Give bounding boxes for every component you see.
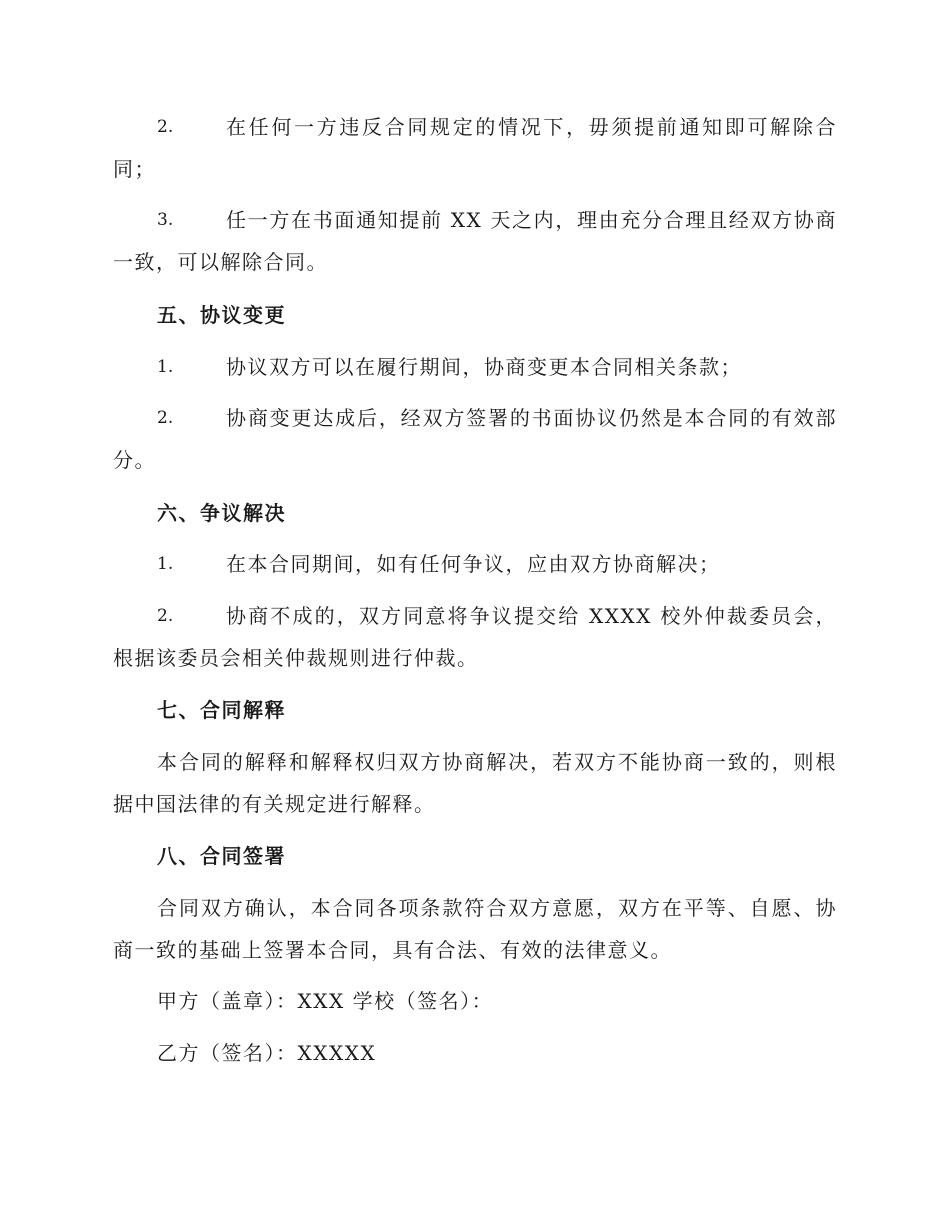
document-page bbox=[113, 0, 837, 1230]
item-text: 任一方在书面通知提前 XX 天之内，理由充分合理且经双方协商一致，可以解除合同。 bbox=[113, 208, 837, 274]
item-number: 2. bbox=[157, 117, 174, 137]
section-heading: 五、协议变更 bbox=[157, 303, 286, 327]
section-heading: 八、合同签署 bbox=[157, 844, 286, 868]
item-number: 2. bbox=[157, 408, 174, 428]
item-text: 协议双方可以在履行期间，协商变更本合同相关条款； bbox=[226, 355, 742, 379]
list-item bbox=[113, 397, 837, 481]
item-number: 1. bbox=[157, 357, 174, 377]
item-text: 在本合同期间，如有任何争议，应由双方协商解决； bbox=[226, 552, 721, 576]
signature-party-a: 甲方（盖章）：XXX 学校（签名）： bbox=[157, 989, 494, 1013]
list-item bbox=[113, 199, 837, 283]
list-item bbox=[113, 346, 837, 388]
list-item bbox=[113, 543, 837, 585]
paragraph: 合同双方确认，本合同各项条款符合双方意愿，双方在平等、自愿、协商一致的基础上签署本合同，具有合法、有效的法律意义。 bbox=[113, 896, 837, 962]
item-text: 协商不成的，双方同意将争议提交给 XXXX 校外仲裁委员会，根据该委员会相关仲裁规则进行仲裁。 bbox=[113, 604, 837, 670]
section-heading: 六、争议解决 bbox=[157, 501, 286, 525]
item-number: 1. bbox=[157, 554, 174, 574]
paragraph: 本合同的解释和解释权归双方协商解决，若双方不能协商一致的，则根据中国法律的有关规定进行解释。 bbox=[113, 750, 837, 816]
section-heading: 七、合同解释 bbox=[157, 698, 286, 722]
signature-party-b: 乙方（签名）：XXXXX bbox=[157, 1041, 377, 1065]
item-text: 协商变更达成后，经双方签署的书面协议仍然是本合同的有效部分。 bbox=[113, 406, 837, 472]
list-item bbox=[113, 595, 837, 679]
item-number: 3. bbox=[157, 210, 174, 230]
item-text: 在任何一方违反合同规定的情况下，毋须提前通知即可解除合同； bbox=[113, 115, 837, 181]
list-item bbox=[113, 106, 837, 190]
item-number: 2. bbox=[157, 606, 174, 626]
